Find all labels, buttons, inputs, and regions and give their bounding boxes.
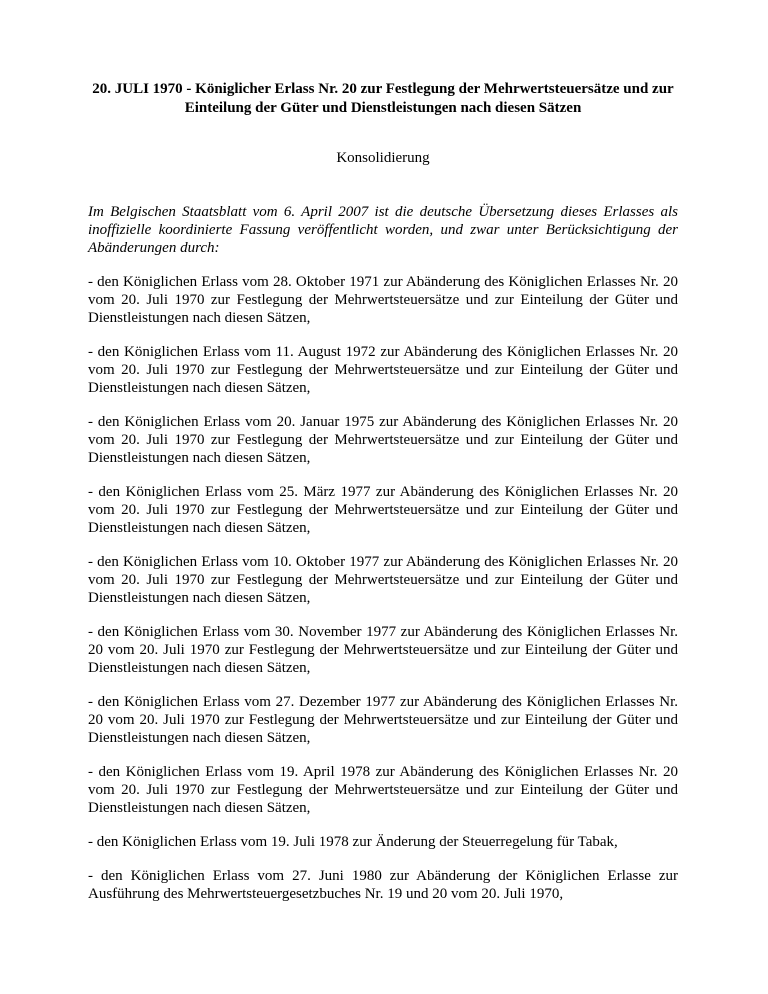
amendment-item: - den Königlichen Erlass vom 10. Oktober 1977 zur Abänderung des Königlichen Erlasses Nr. 20 vom 20. Juli 1970 zur Festlegung der Mehrwertsteuersätze und zur Einteilung der Güter und Dienstleistungen nach diesen Sätzen, <box>88 554 678 606</box>
amendment-item: - den Königlichen Erlass vom 19. Juli 1978 zur Änderung der Steuerregelung für Tabak, <box>88 834 618 850</box>
amendment-item: - den Königlichen Erlass vom 27. Juni 1980 zur Abänderung der Königlichen Erlasse zur Ausführung des Mehrwertsteuergesetzbuches Nr. 19 und 20 vom 20. Juli 1970, <box>88 868 678 902</box>
document-page <box>88 80 678 903</box>
document-subtitle: Konsolidierung <box>336 150 430 166</box>
document-title: 20. JULI 1970 - Königlicher Erlass Nr. 20 zur Festlegung der Mehrwertsteuersätze und zur Einteilung der Güter und Dienstleistungen nach diesen Sätzen <box>92 81 674 116</box>
amendment-item: - den Königlichen Erlass vom 11. August 1972 zur Abänderung des Königlichen Erlasses Nr. 20 vom 20. Juli 1970 zur Festlegung der Mehrwertsteuersätze und zur Einteilung der Güter und Dienstleistungen nach diesen Sätzen, <box>88 344 678 396</box>
amendment-item: - den Königlichen Erlass vom 19. April 1978 zur Abänderung des Königlichen Erlasses Nr. 20 vom 20. Juli 1970 zur Festlegung der Mehrwertsteuersätze und zur Einteilung der Güter und Dienstleistungen nach diesen Sätzen, <box>88 764 678 816</box>
intro-paragraph: Im Belgischen Staatsblatt vom 6. April 2007 ist die deutsche Übersetzung dieses Erlasses als inoffizielle koordinierte Fassung veröffentlicht worden, und zwar unter Berücksichtigung der Abänderungen durch: <box>88 204 678 256</box>
amendment-item: - den Königlichen Erlass vom 28. Oktober 1971 zur Abänderung des Königlichen Erlasses Nr. 20 vom 20. Juli 1970 zur Festlegung der Mehrwertsteuersätze und zur Einteilung der Güter und Dienstleistungen nach diesen Sätzen, <box>88 274 678 326</box>
amendment-item: - den Königlichen Erlass vom 27. Dezember 1977 zur Abänderung des Königlichen Erlasses Nr. 20 vom 20. Juli 1970 zur Festlegung der Mehrwertsteuersätze und zur Einteilung der Güter und Dienstleistungen nach diesen Sätzen, <box>88 694 678 746</box>
amendment-item: - den Königlichen Erlass vom 20. Januar 1975 zur Abänderung des Königlichen Erlasses Nr. 20 vom 20. Juli 1970 zur Festlegung der Mehrwertsteuersätze und zur Einteilung der Güter und Dienstleistungen nach diesen Sätzen, <box>88 414 678 466</box>
amendment-item: - den Königlichen Erlass vom 25. März 1977 zur Abänderung des Königlichen Erlasses Nr. 20 vom 20. Juli 1970 zur Festlegung der Mehrwertsteuersätze und zur Einteilung der Güter und Dienstleistungen nach diesen Sätzen, <box>88 484 678 536</box>
amendment-item: - den Königlichen Erlass vom 30. November 1977 zur Abänderung des Königlichen Erlasses Nr. 20 vom 20. Juli 1970 zur Festlegung der Mehrwertsteuersätze und zur Einteilung der Güter und Dienstleistungen nach diesen Sätzen, <box>88 624 678 676</box>
